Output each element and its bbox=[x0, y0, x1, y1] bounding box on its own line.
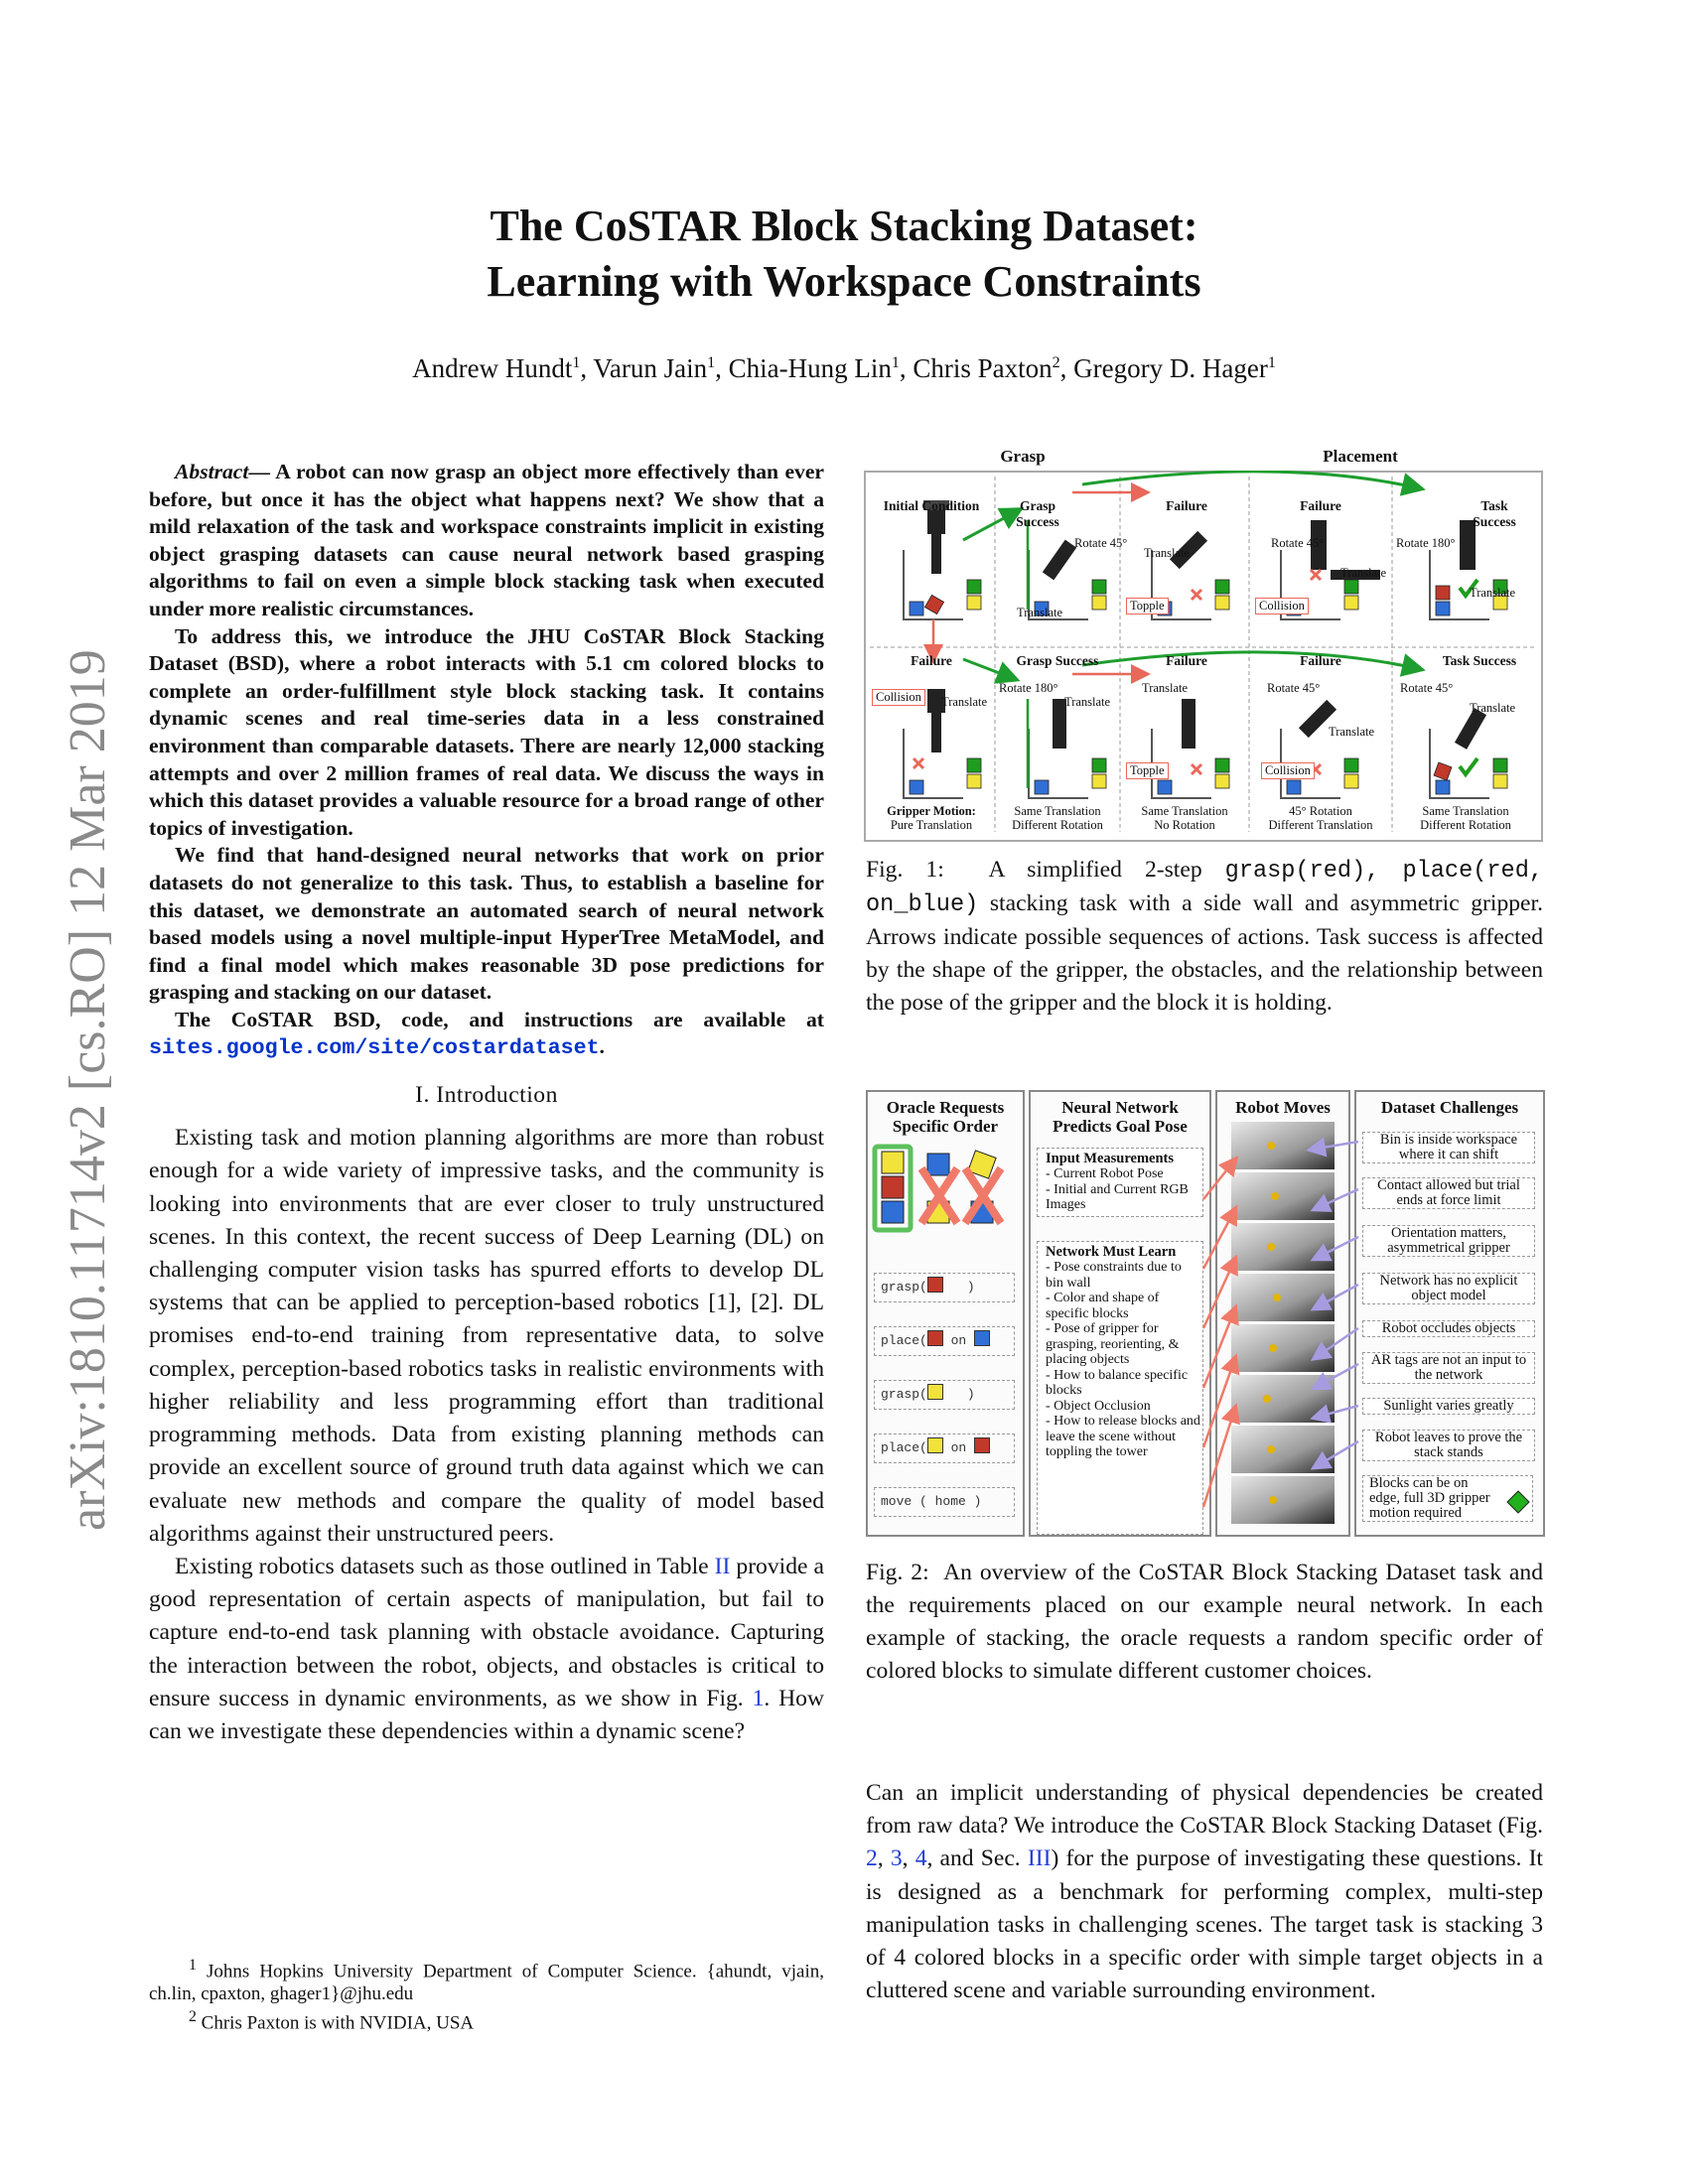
fig1-label-translate: Translate bbox=[1142, 681, 1189, 695]
footnote-1 bbox=[149, 1954, 824, 2005]
abstract-p3: We find that hand-designed neural networks that work on prior datasets do not generalize to this task. Thus, to establish a baseline for this dataset, we demonstrate an automated search of neural network based models using a novel multiple-input HyperTree MetaModel, and find a final model which makes reasonable 3D pose predictions for grasping and stacking on our dataset. bbox=[149, 843, 824, 1005]
learn-title: Network Must Learn bbox=[1046, 1244, 1177, 1260]
command-text: grasp( bbox=[881, 1280, 927, 1295]
section-ref-link[interactable]: III bbox=[1027, 1845, 1052, 1872]
command-move-home: move ( home ) bbox=[874, 1487, 1015, 1517]
challenge-item: Robot occludes objects bbox=[1362, 1320, 1535, 1337]
footnotes bbox=[149, 1954, 824, 2035]
command-grasp-red: grasp( ) bbox=[874, 1273, 1015, 1302]
command-grasp-yellow: grasp( ) bbox=[874, 1380, 1015, 1410]
author-affiliation: 2 bbox=[1052, 354, 1060, 371]
fig1-label-collision: Collision bbox=[1255, 598, 1309, 614]
fig1-bottom-l1: Same Translation bbox=[1014, 804, 1101, 818]
fig1-label-rotate: Rotate 45° bbox=[1271, 536, 1325, 550]
caption-code: grasp(red), bbox=[1224, 858, 1380, 885]
fig1-bottom-l1: Same Translation bbox=[1422, 804, 1509, 818]
fig2-col-title: Oracle Requests Specific Order bbox=[886, 1098, 1005, 1136]
fig1-bottom-l1: 45° Rotation bbox=[1289, 804, 1352, 818]
fig1-cell-failure: Failure bbox=[911, 653, 952, 668]
fig1-bottom-label bbox=[1122, 804, 1247, 832]
fig2-arrows bbox=[866, 1090, 1543, 1539]
abstract-p4 bbox=[149, 1007, 824, 1063]
fig1-label-translate: Translate bbox=[1144, 546, 1191, 560]
arxiv-stamp: arXiv:1810.11714v2 [cs.RO] 12 Mar 2019 bbox=[60, 649, 116, 1531]
challenge-text: Blocks can be on edge, full 3D gripper motion required bbox=[1369, 1475, 1490, 1521]
learn-item: - Object Occlusion bbox=[1046, 1398, 1151, 1414]
input-item: - Current Robot Pose bbox=[1046, 1166, 1164, 1181]
fig1-label-rotate: Rotate 180° bbox=[1396, 536, 1456, 550]
dataset-link[interactable]: sites.google.com/site/costardataset bbox=[149, 1036, 600, 1061]
fig1-label-rotate: Rotate 45° bbox=[1400, 681, 1454, 695]
caption-code: place(red, on_blue) bbox=[866, 858, 1544, 918]
fig1-bottom-l1: Same Translation bbox=[1141, 804, 1228, 818]
fig1-bottom-l2: No Rotation bbox=[1154, 818, 1215, 832]
learn-item: - How to balance specific blocks bbox=[1046, 1367, 1189, 1398]
fig1-caption bbox=[866, 854, 1543, 1020]
fig1-label-translate: Translate bbox=[941, 695, 988, 709]
caption-text: stacking task with a side wall and asymmetric gripper. Arrows indicate possible sequences of actions. Task success is affected by the shape of the gripper, the obstacles, and the relationship between the pose of the gripper and the block it is holding. bbox=[866, 890, 1543, 1016]
abstract-period: . bbox=[599, 1034, 605, 1059]
title-line-1: The CoSTAR Block Stacking Dataset: bbox=[490, 202, 1198, 250]
fig1-cell-failure: Failure bbox=[1300, 498, 1341, 513]
fig1-label-translate: Translate bbox=[1470, 586, 1516, 600]
left-column bbox=[149, 459, 824, 1748]
learn-item-text: How to balance specific blocks bbox=[1046, 1367, 1189, 1398]
fig1-label-translate: Translate bbox=[1329, 725, 1375, 739]
fig1-bottom-label bbox=[1394, 804, 1537, 832]
input-item-text: Initial and Current RGB Images bbox=[1046, 1181, 1189, 1212]
para-text: Can an implicit understanding of physical dependencies be created from raw data? We introduce the CoSTAR Block Stacking Dataset (Fig. bbox=[866, 1780, 1543, 1840]
fig1-label-translate: Translate bbox=[1340, 566, 1387, 580]
intro-p2-text-b: provide a good representation of certain aspects of manipulation, but fail to capture end-to-end task planning with obstacle avoidance. Capturing the interaction between the robot, objects, and obstacles is critical to ensure success in dynamic environments, as we show in Fig. bbox=[149, 1553, 824, 1711]
challenge-item: Orientation matters, asymmetrical gripper bbox=[1362, 1225, 1535, 1257]
fig1-label-topple: Topple bbox=[1126, 762, 1169, 779]
fig1-label-translate: Translate bbox=[1064, 695, 1111, 709]
figure-1 bbox=[864, 447, 1543, 844]
author-affiliation: 1 bbox=[1267, 354, 1276, 371]
fig-ref-link[interactable]: 2 bbox=[866, 1845, 878, 1872]
author-list: Andrew Hundt$^1$, Varun Jain$^1$, Chia-Hung Lin$^1$, Chris Paxton$^2$, Gregory D. Hager$^1$ bbox=[412, 353, 1276, 383]
learn-item-text: Pose constraints due to bin wall bbox=[1046, 1260, 1182, 1291]
fig1-bottom-l2: Different Rotation bbox=[1420, 818, 1511, 832]
paper-title bbox=[149, 199, 1539, 310]
fig-ref-link[interactable]: 1 bbox=[752, 1685, 765, 1711]
author: Andrew Hundt bbox=[412, 353, 573, 383]
input-item-text: Current Robot Pose bbox=[1054, 1166, 1164, 1181]
challenge-item: Bin is inside workspace where it can shift bbox=[1362, 1132, 1535, 1163]
fig1-label-rotate: Rotate 45° bbox=[1267, 681, 1321, 695]
fig1-label-translate: Translate bbox=[1017, 606, 1063, 619]
challenge-item: Robot leaves to prove the stack stands bbox=[1362, 1430, 1535, 1461]
table-ref-link[interactable]: II bbox=[714, 1553, 731, 1579]
intro-p2-text-c: . How can we investigate these dependencies within a dynamic scene? bbox=[149, 1685, 825, 1744]
fig1-bottom-label bbox=[1251, 804, 1390, 832]
para-text: ) for the purpose of investigating these questions. It is designed as a benchmark for performing complex, multi-step manipulation tasks in challenging scenes. The target task is stacking 3 of 4 colored blocks in a specific order with simple target objects in a cluttered scene and variable surrounding environment. bbox=[866, 1845, 1543, 2004]
fig1-bottom-l2: Different Rotation bbox=[1012, 818, 1103, 832]
figure-2 bbox=[866, 1090, 1543, 1539]
fig1-label-translate: Translate bbox=[1470, 701, 1516, 715]
input-item: - Initial and Current RGB Images bbox=[1046, 1181, 1189, 1212]
learn-item-text: Object Occlusion bbox=[1054, 1398, 1151, 1414]
fig1-label-collision: Collision bbox=[1261, 762, 1315, 779]
footnote-mark: 2 bbox=[189, 2008, 197, 2026]
on-word: on bbox=[950, 1440, 967, 1455]
learn-item-text: Color and shape of specific blocks bbox=[1046, 1291, 1160, 1321]
author-affiliation: 1 bbox=[891, 354, 900, 371]
intro-p2-text-a: Existing robotics datasets such as those outlined in Table bbox=[175, 1553, 709, 1579]
learn-item-text: Pose of gripper for grasping, reorienting, & placing objects bbox=[1046, 1321, 1180, 1367]
fig1-label-collision: Collision bbox=[872, 689, 925, 706]
footnote-mark: 1 bbox=[189, 1957, 197, 1974]
caption-text: An overview of the CoSTAR Block Stacking Dataset task and the requirements placed on our example neural network. In each example of stacking, the oracle requests a random specific order of colored blocks to simulate different customer choices. bbox=[866, 1560, 1543, 1684]
intro-paragraph-1: Existing task and motion planning algorithms are more than robust enough for a wide variety of impressive tasks, and the community is looking into environments that are ever closer to truly unstructured scenes. In this context, the recent success of Deep Learning (DL) on challenging computer vision tasks has spurred efforts to develop DL systems that can be applied to perception-based robotics [1], [2]. DL promises end-to-end training from representative data, to solve complex, perception-based robotics tasks in realistic environments with higher reliability and less programming effort than traditional programming methods. Data from existing planning methods can provide an excellent source of ground truth data against which we can evaluate new methods and compare the quality of model based algorithms against their unstructured peers. bbox=[149, 1125, 824, 1547]
fig1-label-topple: Topple bbox=[1126, 598, 1169, 614]
fig1-cell-grasp-success: Grasp Success bbox=[1016, 653, 1099, 668]
fig1-header-grasp: Grasp bbox=[1000, 447, 1046, 466]
challenge-item: Network has no explicit object model bbox=[1362, 1273, 1535, 1304]
fig-ref-link[interactable]: 4 bbox=[914, 1845, 927, 1872]
fig1-header-placement: Placement bbox=[1323, 447, 1398, 466]
learn-item-text: How to release blocks and leave the scene without toppling the tower bbox=[1046, 1414, 1200, 1459]
abstract-p2: To address this, we introduce the JHU CoSTAR Block Stacking Dataset (BSD), where a robot interacts with 5.1 cm colored blocks to complete an order-fulfillment style block stacking task. It contains dynamic scenes and real time-series data in a less constrained environment than comparable datasets. There are nearly 12,000 stacking attempts and over 2 million frames of real data. We discuss the ways in which this dataset provides a valuable resource for a broad range of other topics of investigation. bbox=[149, 623, 824, 840]
author-affiliation: 1 bbox=[707, 354, 716, 371]
fig1-cell-grasp-success: Grasp Success bbox=[1016, 498, 1059, 529]
section-heading-introduction: I. Introduction bbox=[415, 1082, 558, 1109]
fig2-col-title: Neural Network Predicts Goal Pose bbox=[1053, 1098, 1188, 1136]
fig2-col-title: Robot Moves bbox=[1235, 1098, 1331, 1117]
footnote-text: Johns Hopkins University Department of Computer Science. {ahundt, vjain, ch.lin, cpaxton, ghager1}@jhu.edu bbox=[149, 1961, 825, 2005]
fig1-bottom-l2: Pure Translation bbox=[890, 818, 973, 832]
command-text: place( bbox=[881, 1333, 927, 1348]
author: Chia-Hung Lin bbox=[728, 353, 892, 383]
fig1-cell-failure: Failure bbox=[1300, 653, 1341, 668]
fig-ref-link[interactable]: 3 bbox=[890, 1845, 903, 1872]
abstract bbox=[149, 459, 824, 1063]
abstract-text-1: — A robot can now grasp an object more effectively than ever before, but once it has the object what happens next? We show that a mild relaxation of the task and workspace constraints implicit in existing object grasping datasets can cause neural network based grasping algorithms to fail on even a simple block stacking task when executed under more realistic circumstances. bbox=[149, 460, 824, 620]
intro-paragraph-2 bbox=[149, 1551, 824, 1748]
footnote-text: Chris Paxton is with NVIDIA, USA bbox=[201, 2012, 475, 2034]
fig1-cell-initial-condition: Initial Condition bbox=[883, 498, 980, 513]
caption-label: Fig. 2: bbox=[866, 1560, 929, 1585]
fig1-label-rotate: Rotate 180° bbox=[999, 681, 1058, 695]
fig1-cell-task-success: Task Success bbox=[1473, 498, 1516, 529]
right-column-paragraph bbox=[866, 1777, 1543, 2007]
abstract-lead: Abstract bbox=[175, 460, 249, 483]
fig1-bottom-l1: Gripper Motion: bbox=[887, 804, 976, 818]
fig1-cell-failure: Failure bbox=[1166, 653, 1207, 668]
challenge-item: Sunlight varies greatly bbox=[1362, 1398, 1535, 1415]
caption-label: Fig. 1: bbox=[866, 857, 944, 883]
fig1-bottom-l2: Different Translation bbox=[1268, 818, 1373, 832]
footnote-2 bbox=[149, 2005, 824, 2034]
author: Gregory D. Hager bbox=[1073, 353, 1268, 383]
body-paragraph: Can an implicit understanding of physical dependencies be created from raw data? We introduce the CoSTAR Block Stacking Dataset (Fig. 2, 3, 4, and Sec. III) for the purpose of investigating these questions. It is designed as a benchmark for performing complex, multi-step manipulation tasks in challenging scenes. The target task is stacking 3 of 4 colored blocks in a specific order with simple target objects in a cluttered scene and variable surrounding environment. bbox=[866, 1780, 1543, 2004]
on-word: on bbox=[950, 1333, 967, 1348]
learn-item: - Pose constraints due to bin wall bbox=[1046, 1260, 1182, 1291]
command-text: place( bbox=[881, 1440, 927, 1455]
abstract-p1 bbox=[149, 459, 824, 623]
para-text: , and Sec. bbox=[926, 1845, 1021, 1872]
author: Chris Paxton bbox=[913, 353, 1053, 383]
caption-text: A simplified 2-step bbox=[988, 857, 1202, 883]
fig1-cell-failure: Failure bbox=[1166, 498, 1207, 513]
fig1-label-rotate: Rotate 45° bbox=[1074, 536, 1128, 550]
learn-item: - How to release blocks and leave the scene without toppling the tower bbox=[1046, 1414, 1200, 1459]
fig1-cell-task-success: Task Success bbox=[1442, 653, 1517, 668]
fig2-caption bbox=[866, 1557, 1543, 1688]
command-text: grasp( bbox=[881, 1387, 927, 1402]
abstract-availability: The CoSTAR BSD, code, and instructions are available at bbox=[175, 1007, 824, 1031]
title-line-2: Learning with Workspace Constraints bbox=[487, 257, 1201, 306]
challenge-item: AR tags are not an input to the network bbox=[1362, 1352, 1535, 1384]
input-title: Input Measurements bbox=[1046, 1151, 1175, 1166]
learn-item: - Pose of gripper for grasping, reorienting, & placing objects bbox=[1046, 1321, 1180, 1367]
learn-item: - Color and shape of specific blocks bbox=[1046, 1291, 1160, 1321]
fig2-col-title: Dataset Challenges bbox=[1380, 1098, 1519, 1117]
fig1-bottom-label bbox=[870, 804, 993, 832]
fig1-bottom-label bbox=[997, 804, 1118, 832]
author: Varun Jain bbox=[593, 353, 708, 383]
author-affiliation: 1 bbox=[572, 354, 581, 371]
challenge-item: Contact allowed but trial ends at force limit bbox=[1362, 1177, 1535, 1209]
